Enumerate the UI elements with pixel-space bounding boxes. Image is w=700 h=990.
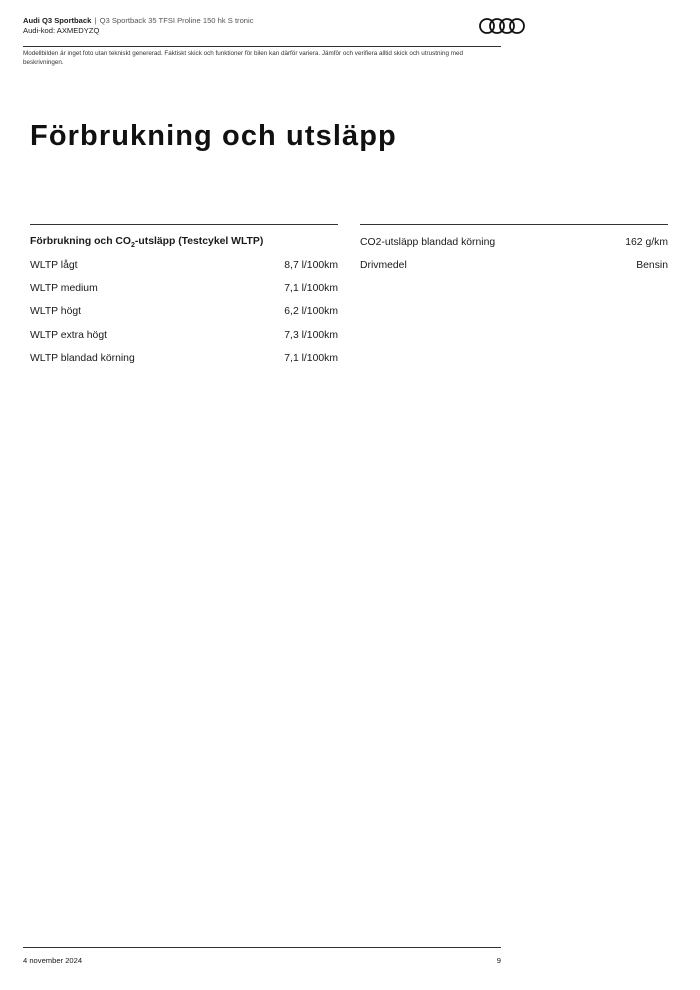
row-label: WLTP extra högt — [30, 330, 108, 341]
emissions-row — [360, 259, 668, 273]
header-separator: | — [94, 16, 97, 25]
heading-suffix: -utsläpp (Testcykel WLTP) — [134, 236, 264, 247]
consumption-row — [30, 305, 338, 319]
model-variant: Q3 Sportback 35 TFSI Proline 150 hk S tronic — [99, 16, 254, 25]
consumption-row — [30, 352, 338, 366]
consumption-row — [30, 282, 338, 296]
document-header — [23, 16, 501, 47]
emissions-row — [360, 236, 668, 250]
row-value: 7,1 l/100km — [284, 283, 338, 294]
audi-code: Audi-kod: AXMEDYZQ — [23, 26, 100, 35]
emissions-section — [360, 224, 668, 271]
consumption-heading — [30, 235, 263, 253]
row-label: WLTP lågt — [30, 260, 78, 271]
footer-date: 4 november 2024 — [23, 956, 83, 965]
document-footer — [23, 947, 501, 965]
row-label: WLTP högt — [30, 306, 82, 317]
audi-rings-logo-icon — [478, 16, 526, 36]
model-heading — [23, 16, 254, 26]
row-label: WLTP medium — [30, 283, 98, 294]
row-value: 7,1 l/100km — [284, 353, 338, 364]
disclaimer-text: Modellbilden är inget foto utan tekniskt genererad. Faktiskt skick och funktioner för bilen kan därför variera. Jämför och verifiera alltid skick och utrustning med beskrivningen. — [23, 50, 463, 66]
consumption-row — [30, 329, 338, 343]
row-value: Bensin — [636, 260, 668, 271]
row-label: Drivmedel — [360, 260, 407, 271]
row-value: 162 g/km — [625, 237, 668, 248]
heading-prefix: Förbrukning och CO — [30, 236, 132, 247]
model-name: Audi Q3 Sportback — [23, 16, 92, 25]
row-value: 8,7 l/100km — [284, 260, 338, 271]
row-value: 6,2 l/100km — [284, 306, 338, 317]
heading-subscript: 2 — [131, 242, 135, 250]
consumption-row — [30, 259, 338, 273]
row-label: WLTP blandad körning — [30, 353, 135, 364]
row-value: 7,3 l/100km — [284, 330, 338, 341]
page-number: 9 — [496, 956, 501, 965]
consumption-section — [30, 224, 338, 364]
row-label: CO2-utsläpp blandad körning — [360, 237, 496, 248]
page-title: Förbrukning och utsläpp — [30, 120, 397, 152]
